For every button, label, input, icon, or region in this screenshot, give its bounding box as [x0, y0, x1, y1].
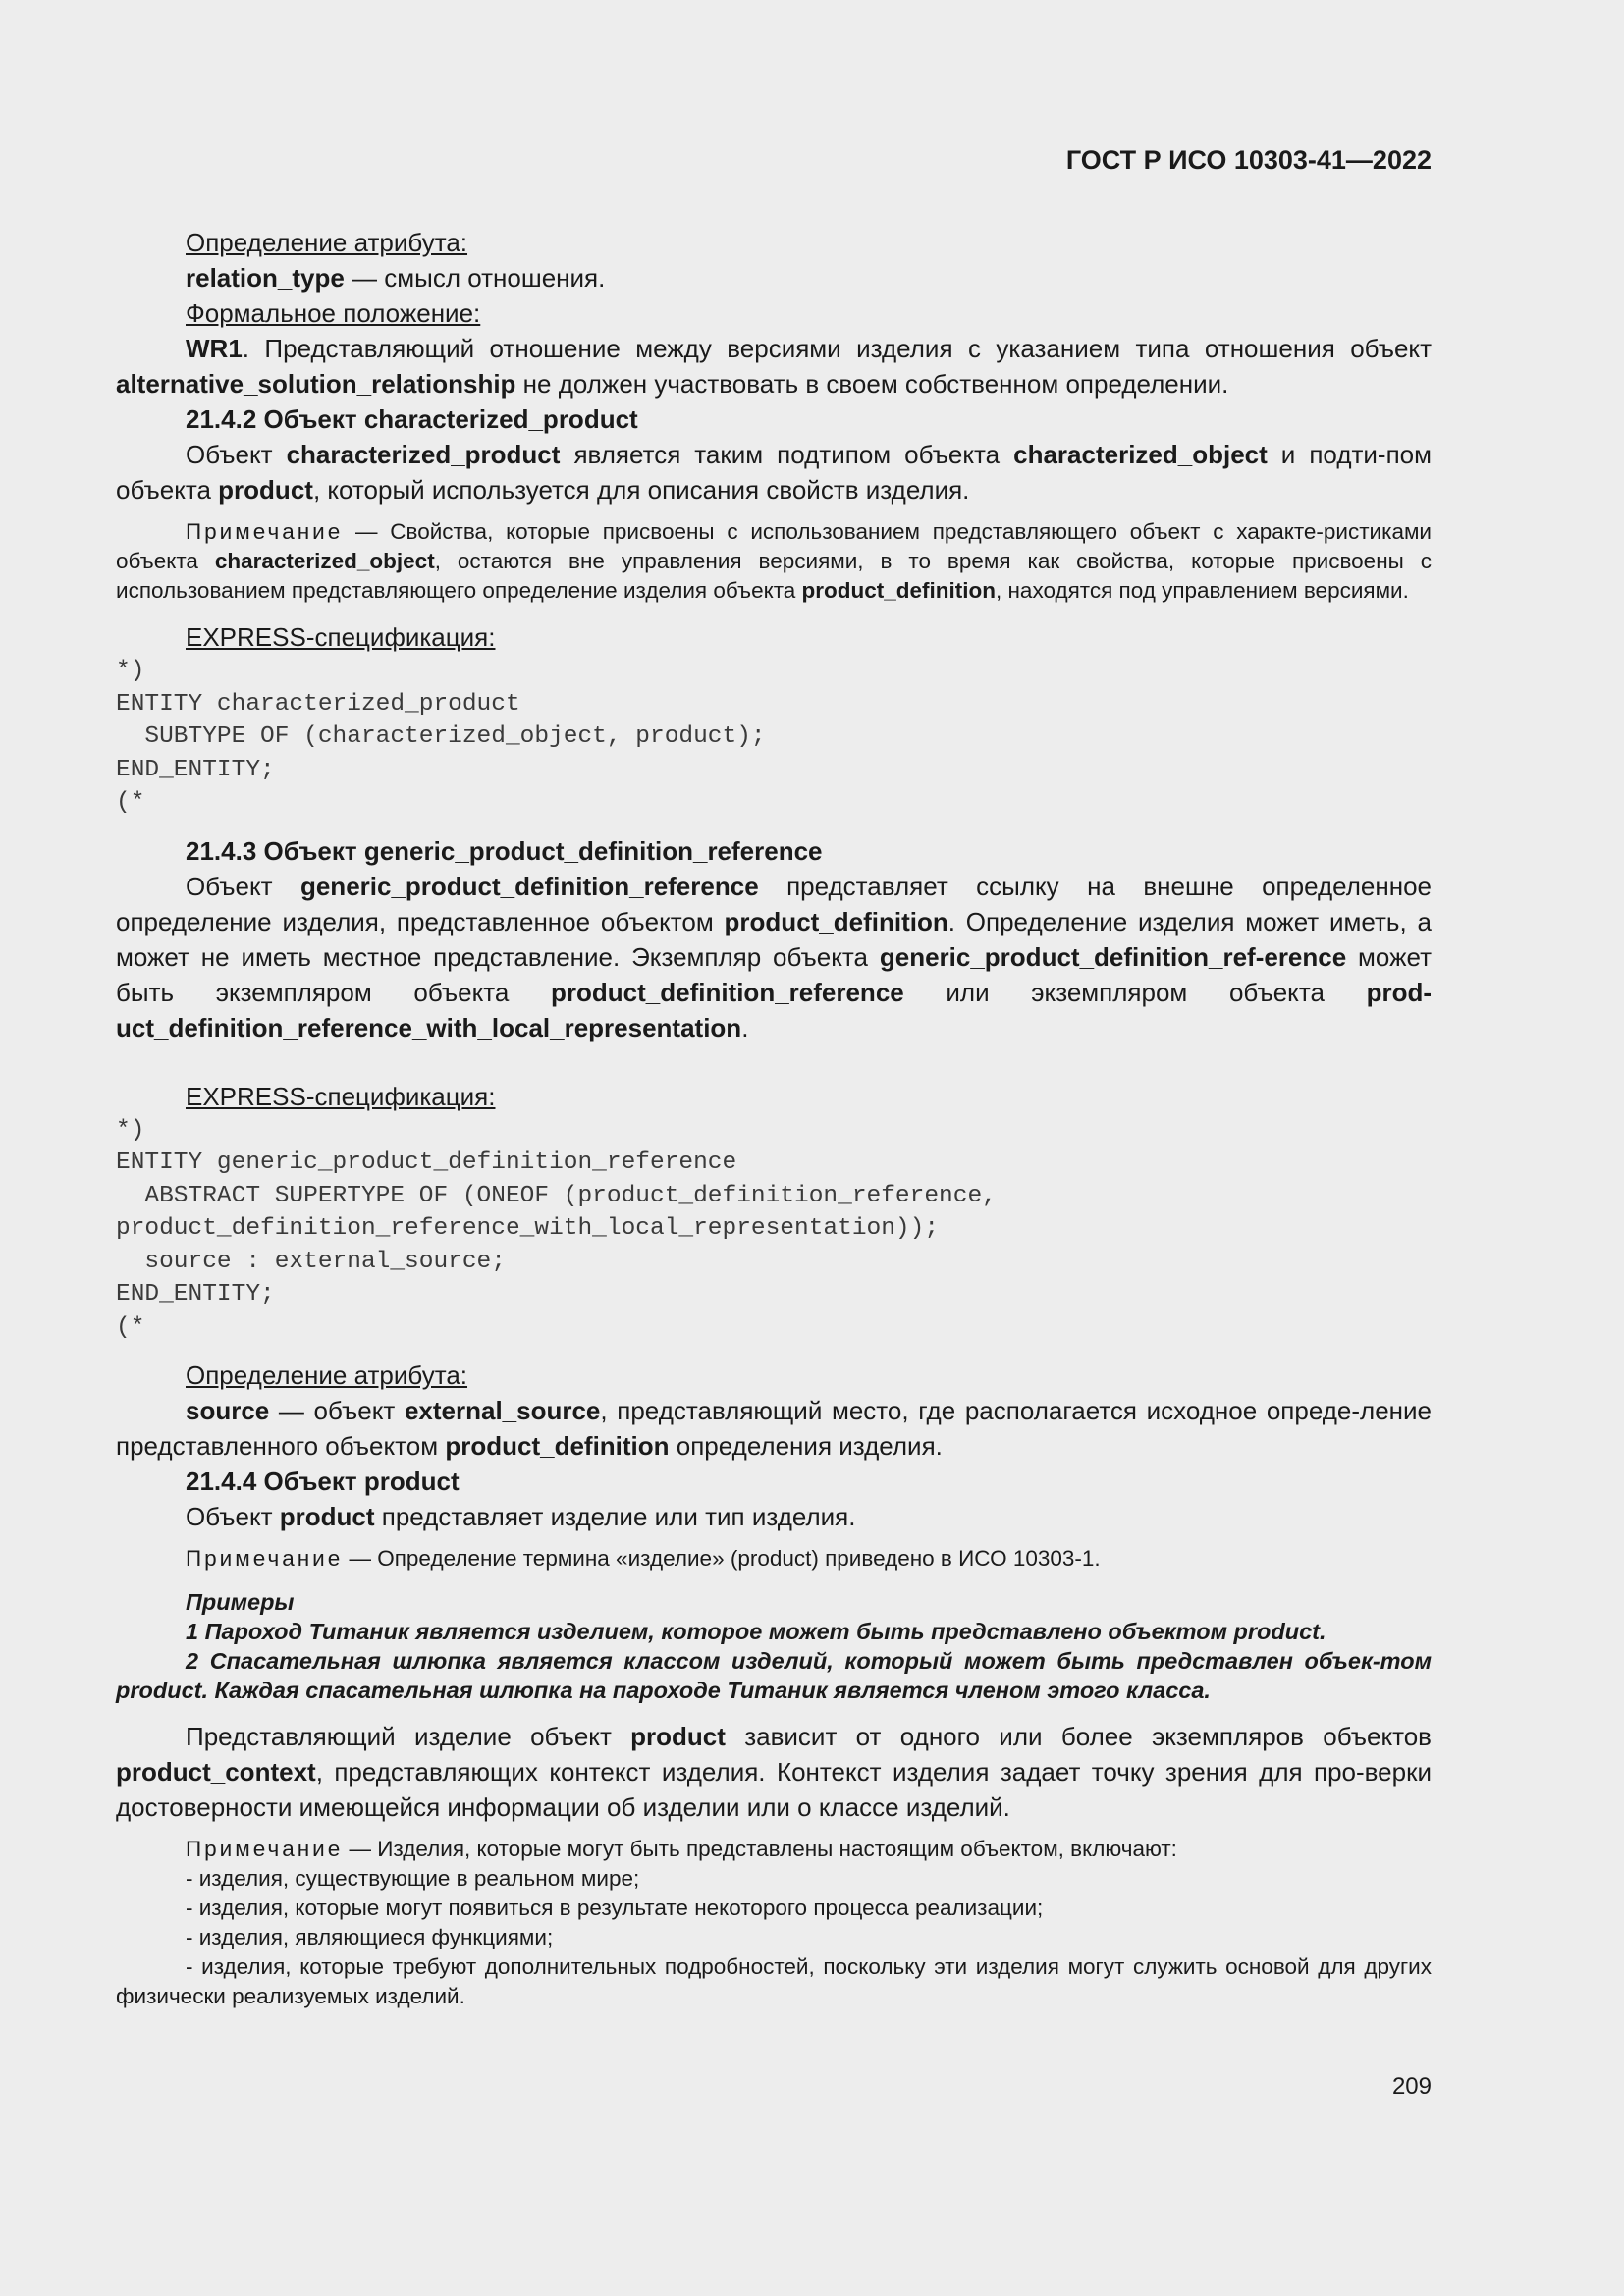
document-number-header: ГОСТ Р ИСО 10303-41—2022 [1065, 145, 1432, 175]
product-context-paragraph: Представляющий изделие объект product зависит от одного или более экземпляров объектов product_context, представляющих контекст изделия. Контекст изделия задает точку зрения для про-верки достоверности имеющейся информации об изделии или о классе изделий. [116, 1722, 1432, 1822]
note-label: Примечание [186, 1837, 344, 1861]
list-item: - изделия, которые могут появиться в результате некоторого процесса реализации; [186, 1896, 1044, 1920]
source-attribute-definition: source — объект external_source, представляющий место, где располагается исходное опреде-ление представленного объектом product_definition определения изделия. [116, 1396, 1432, 1461]
express-specification-label: EXPRESS-спецификация: [186, 622, 496, 652]
section-21-4-4-paragraph: Объект product представляет изделие или тип изделия. [186, 1502, 856, 1531]
formal-proposition-label: Формальное положение: [186, 298, 481, 328]
example-2: 2 Спасательная шлюпка является классом изделий, который может быть представлен объек-том product. Каждая спасательная шлюпка на пароходе Титаник является членом этого класса. [116, 1648, 1432, 1703]
express-code-characterized-product: *) ENTITY characterized_product SUBTYPE OF (characterized_object, product); END_ENTITY; (* [116, 658, 766, 816]
section-heading-21-4-3: 21.4.3 Объект generic_product_definition_reference [186, 835, 823, 866]
express-specification-label: EXPRESS-спецификация: [186, 1081, 496, 1111]
list-item: - изделия, которые требуют дополнительных подробностей, поскольку эти изделия могут служить основой для других физически реализуемых изделий. [116, 1954, 1432, 2008]
attribute-definition-label: Определение атрибута: [186, 228, 468, 257]
attribute-name: relation_type [186, 263, 345, 293]
wr1-rule: WR1. Представляющий отношение между версиями изделия с указанием типа отношения объект alternative_solution_relationship не должен участвовать в своем собственном определении. [116, 334, 1432, 399]
note-label: Примечание [186, 519, 344, 544]
list-item: - изделия, являющиеся функциями; [186, 1925, 554, 1949]
section-21-4-4-note-1: Примечание — Определение термина «изделие» (product) приведено в ИСО 10303-1. [186, 1546, 1101, 1571]
examples-label: Примеры [186, 1589, 295, 1615]
attribute-definition-label: Определение атрибута: [186, 1361, 468, 1390]
section-heading-21-4-2: 21.4.2 Объект characterized_product [186, 404, 638, 434]
express-code-generic-product-definition-reference: *) ENTITY generic_product_definition_reference ABSTRACT SUPERTYPE OF (ONEOF (product_definition_reference, product_definition_reference_with_local_representation)); source : external_source; END_ENTITY; (* [116, 1116, 997, 1341]
list-item: - изделия, существующие в реальном мире; [186, 1866, 640, 1891]
page-content [116, 225, 1432, 2011]
example-1: 1 Пароход Титаник является изделием, которое может быть представлено объектом product. [186, 1619, 1326, 1644]
section-21-4-3-paragraph: Объект generic_product_definition_reference представляет ссылку на внешне определенное определение изделия, представленное объектом product_definition. Определение изделия может иметь, а может не иметь местное представление. Экземпляр объекта generic_product_definition_ref-erence может быть экземпляром объекта product_definition_reference или экземпляром объекта prod-uct_definition_reference_with_local_representation. [116, 871, 1432, 1042]
section-21-4-2-paragraph: Объект characterized_product является таким подтипом объекта characterized_object и подти-пом объекта product, который используется для описания свойств изделия. [116, 440, 1432, 505]
page-number: 209 [1391, 2073, 1432, 2100]
relation-type-definition: relation_type — смысл отношения. [186, 263, 606, 293]
note-label: Примечание [186, 1546, 344, 1571]
section-21-4-4-note-2: Примечание — Изделия, которые могут быть представлены настоящим объектом, включают: [186, 1837, 1177, 1861]
section-21-4-2-note: Примечание — Свойства, которые присвоены с использованием представляющего объект с характе-ристиками объекта characterized_object, остаются вне управления версиями, в то время как свойства, которые присвоены с использованием представляющего определение изделия объекта product_definition, находятся под управлением версиями. [116, 519, 1432, 603]
section-heading-21-4-4: 21.4.4 Объект product [186, 1467, 460, 1496]
